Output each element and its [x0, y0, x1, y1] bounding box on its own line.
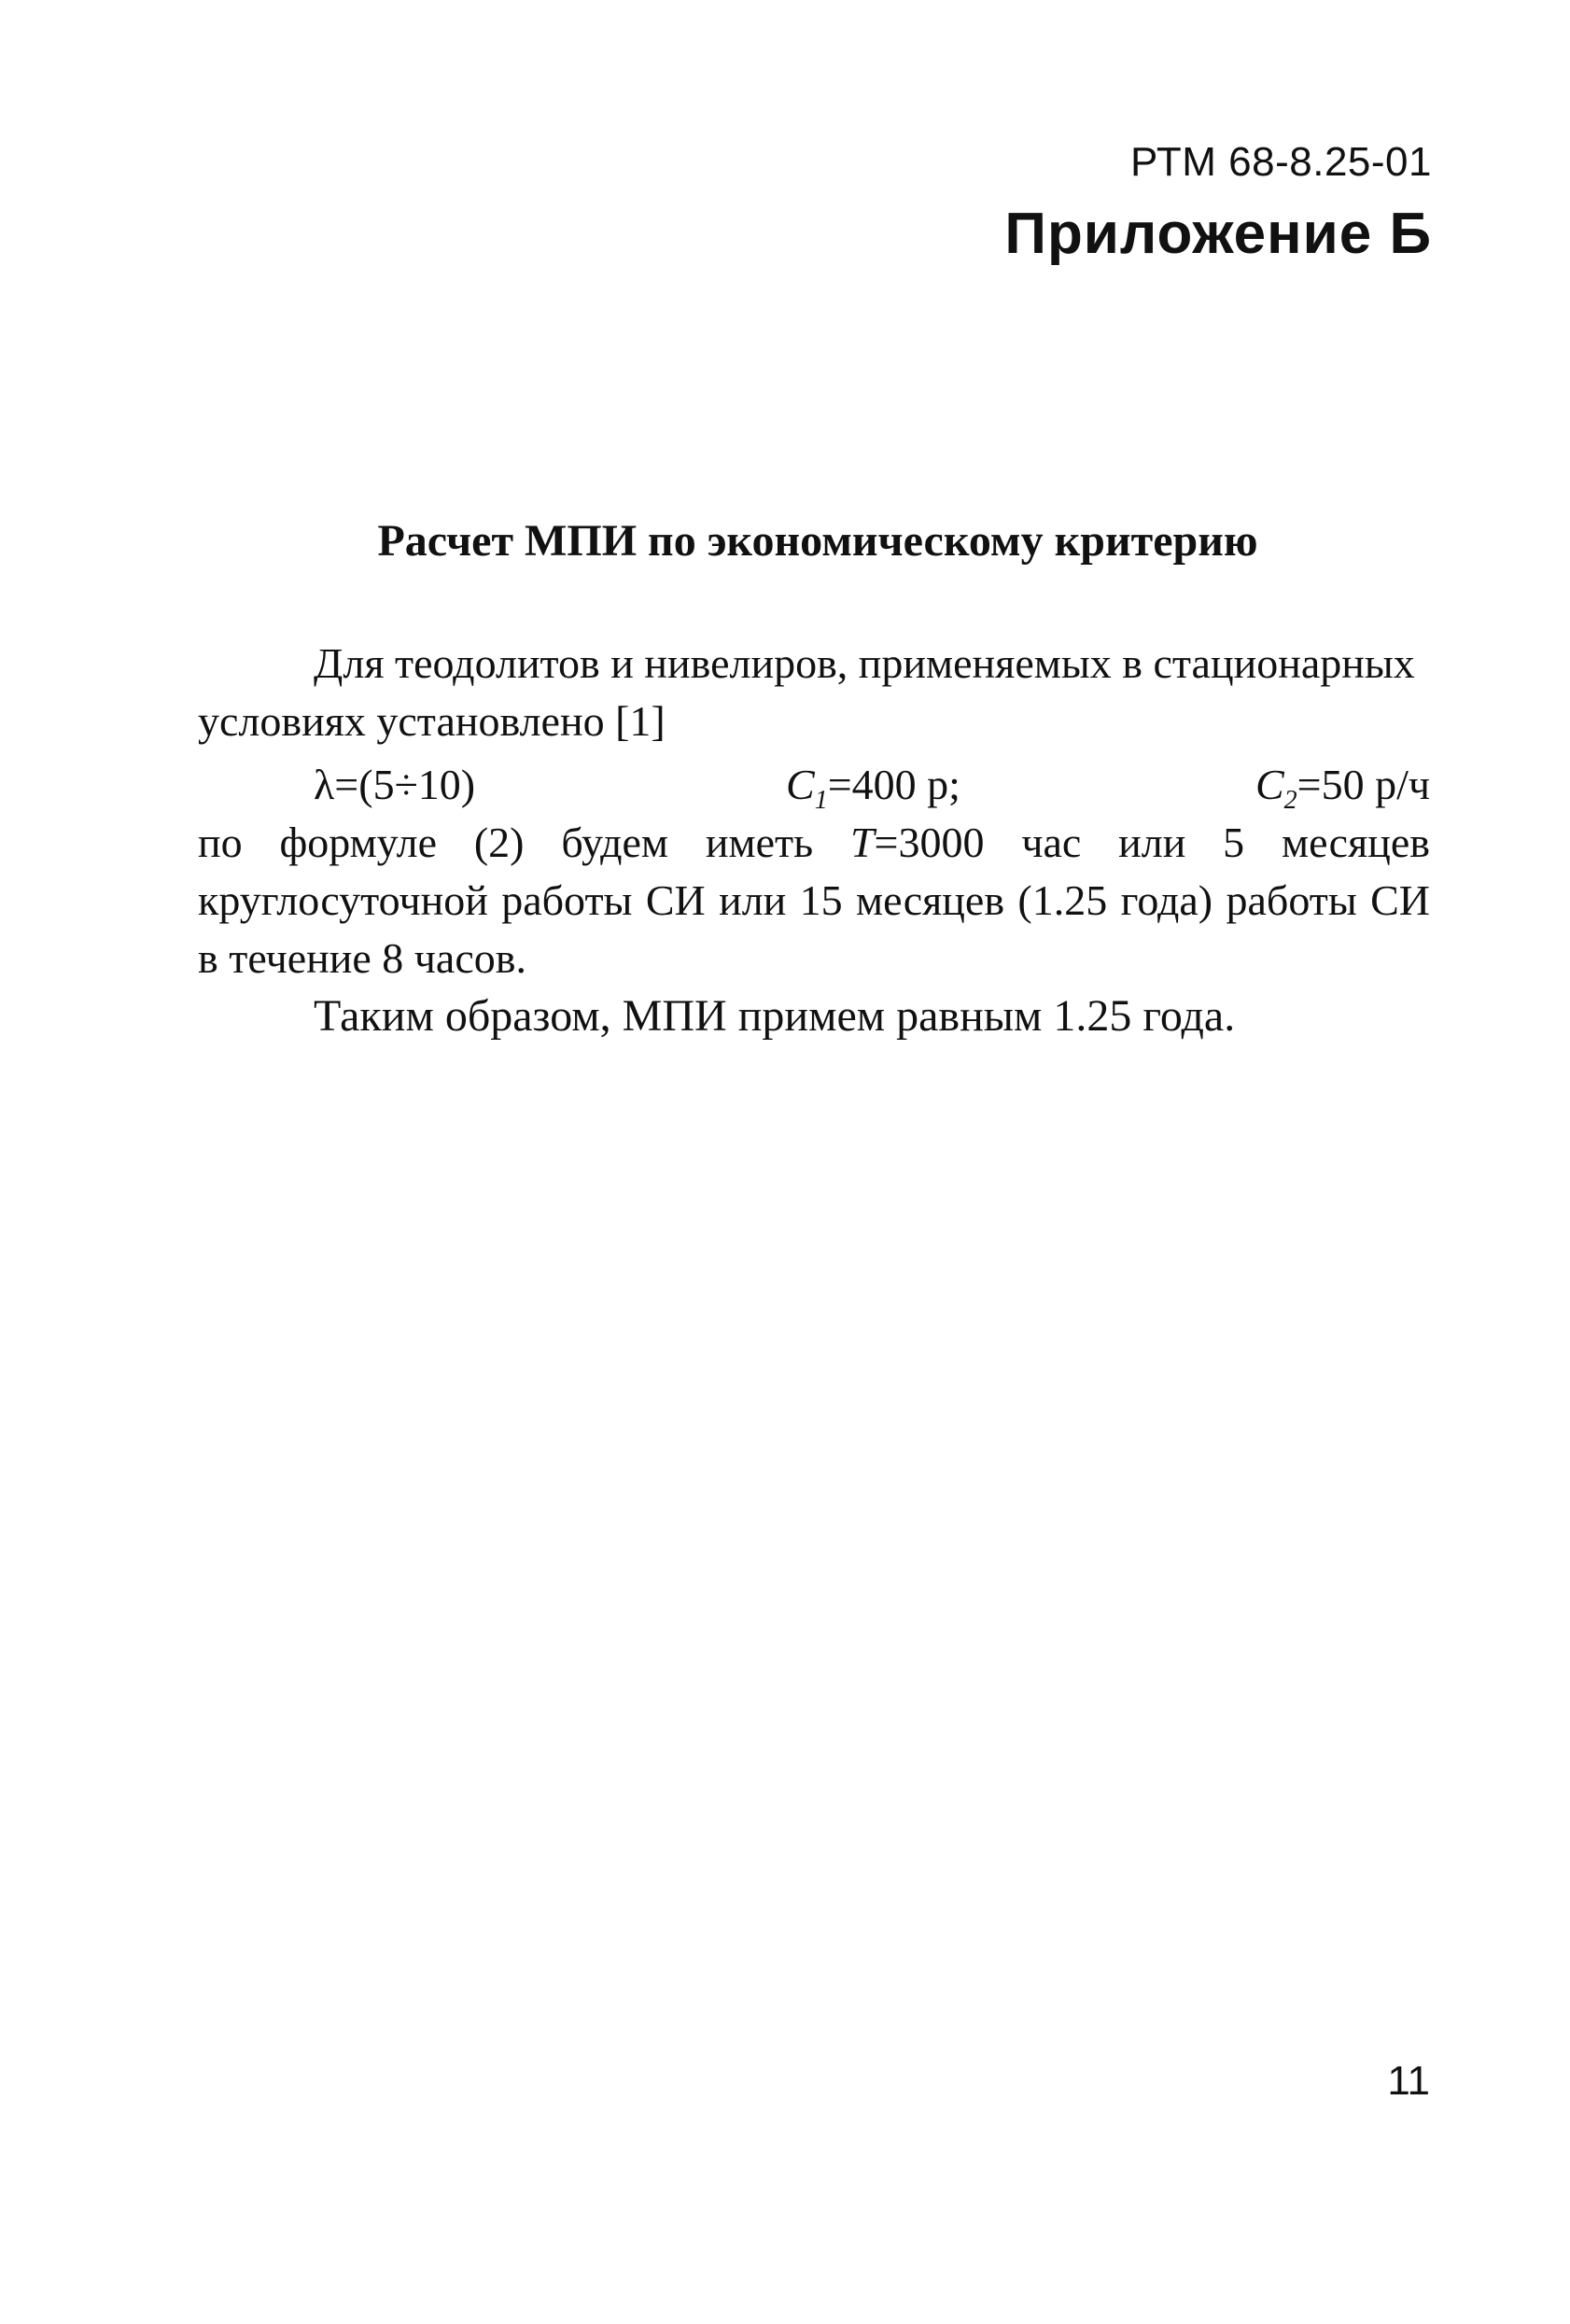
c2-subscript: 2 [1283, 786, 1297, 816]
paragraph-intro-line-2: условиях установлено [1] [198, 697, 666, 745]
c2-symbol: C [1255, 761, 1284, 808]
result-line-1-before: по формуле (2) будем иметь [198, 819, 850, 866]
paragraph-result-line-1 [198, 814, 1430, 872]
paragraph-result-line-3: в течение 8 часов. [198, 934, 526, 982]
paragraph-result-line-2: круглосуточной работы СИ или 15 месяцев (1.25 года) работы СИ [198, 876, 1430, 924]
paragraph-result [198, 814, 1430, 987]
result-line-1-after: =3000 час или 5 месяцев [874, 819, 1430, 866]
document-code: РТМ 68-8.25-01 [1130, 139, 1432, 185]
paragraph-intro-cont [198, 693, 1430, 750]
c1-value: =400 р; [827, 761, 960, 808]
appendix-title: Приложение Б [1004, 202, 1432, 266]
c2-value: =50 р/ч [1297, 761, 1430, 808]
paragraph-intro [198, 635, 1430, 693]
page-number: 11 [1387, 2058, 1430, 2104]
paragraph-intro-line-1: Для теодолитов и нивелиров, применяемых в стационарных [314, 639, 1415, 687]
section-heading: Расчет МПИ по экономическому критерию [377, 516, 1258, 566]
paragraph-conclusion: Таким образом, МПИ примем равным 1.25 года. [314, 991, 1236, 1041]
c1-subscript: 1 [814, 786, 828, 816]
c1-symbol: C [786, 761, 815, 808]
formula-line [198, 756, 1430, 814]
t-symbol: T [849, 819, 875, 866]
lambda-formula: λ=(5÷10) [314, 761, 476, 808]
